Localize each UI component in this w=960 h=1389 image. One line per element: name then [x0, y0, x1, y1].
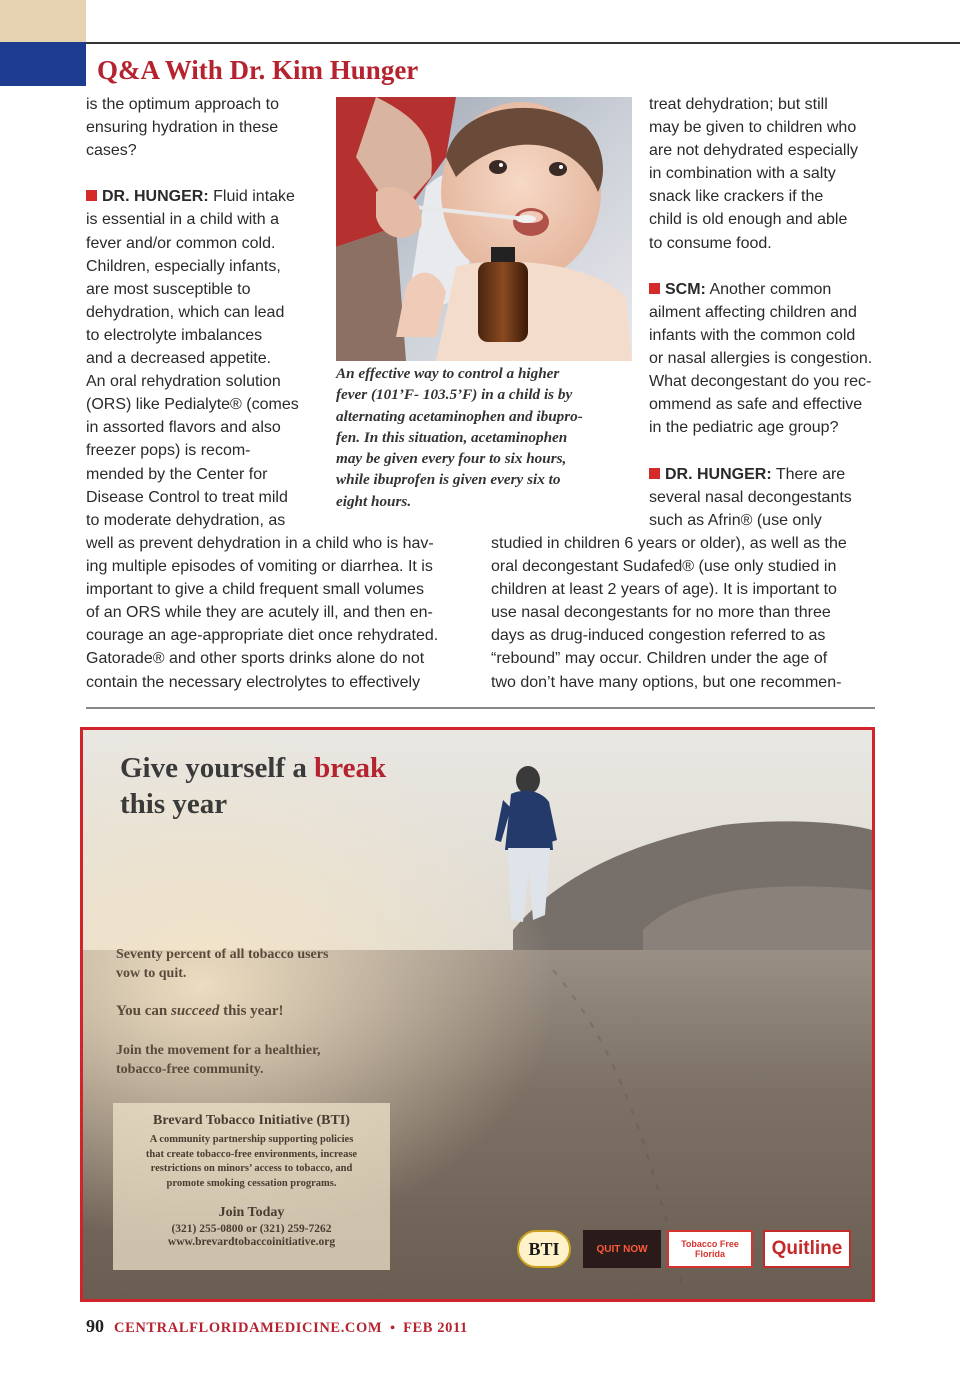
- footer-site: CENTRALFLORIDAMEDICINE.COM: [114, 1320, 383, 1336]
- bti-logo-icon: BTI: [517, 1230, 571, 1268]
- article-line: important to give a child frequent small volumes: [86, 581, 424, 599]
- article-line: to consume food.: [649, 234, 772, 252]
- article-line: in combination with a salty: [649, 165, 836, 183]
- caption-line: may be given every four to six hours,: [336, 450, 567, 468]
- article-line: DR. HUNGER: There are: [649, 463, 872, 486]
- article-line: studied in children 6 years or older), as well as the: [491, 535, 847, 552]
- page-number: 90: [86, 1316, 104, 1336]
- speaker-label: SCM:: [665, 280, 706, 298]
- ad-body-join-movement: [116, 1041, 321, 1079]
- caption-line: fen. In this situation, acetaminophen: [336, 428, 568, 446]
- article-line: children at least 2 years of age). It is important to: [491, 581, 837, 599]
- article-line: mended by the Center for: [86, 465, 268, 483]
- article-line: several nasal decongestants: [649, 488, 852, 506]
- page-footer: [86, 1316, 468, 1337]
- ad-text-line: vow to quit.: [116, 966, 187, 981]
- header-rule: [86, 42, 960, 44]
- article-line: (ORS) like Pedialyte® (comes: [86, 396, 299, 414]
- caption-line: while ibuprofen is given every six to: [336, 471, 561, 489]
- speaker-marker-icon: [649, 468, 660, 479]
- article-line: ailment affecting children and: [649, 303, 857, 321]
- article-line: treat dehydration; but still: [649, 96, 828, 113]
- article-line: in assorted flavors and also: [86, 419, 281, 437]
- caption-line: eight hours.: [336, 492, 412, 510]
- article-line: contain the necessary electrolytes to effectively: [86, 673, 421, 691]
- speaker-label: DR. HUNGER:: [102, 188, 209, 206]
- caption-line: An effective way to control a higher: [336, 365, 560, 382]
- article-line: are most susceptible to: [86, 280, 251, 298]
- article-line: Gatorade® and other sports drinks alone do not: [86, 650, 425, 668]
- article-line: Disease Control to treat mild: [86, 488, 288, 506]
- ad-text-line: restrictions on minors’ access to tobacco, and: [150, 1163, 353, 1174]
- header-corner-blue: [0, 42, 86, 86]
- ad-text-line: promote smoking cessation programs.: [166, 1177, 337, 1189]
- article-line: oral decongestant Sudafed® (use only studied in: [491, 558, 837, 576]
- ad-cta: Join Today: [218, 1205, 285, 1220]
- bti-org-name: Brevard Tobacco Initiative (BTI): [153, 1113, 350, 1128]
- article-line: An oral rehydration solution: [86, 373, 281, 391]
- tobacco-free-florida-logo-icon: Tobacco Free Florida: [667, 1230, 753, 1268]
- article-line: dehydration, which can lead: [86, 303, 285, 321]
- ad-text-line: that create tobacco-free environments, increase: [145, 1148, 358, 1160]
- article-line: Children, especially infants,: [86, 257, 281, 275]
- article-line: two don’t have many options, but one recommen-: [491, 673, 842, 691]
- article-line: of an ORS while they are acutely ill, and then en-: [86, 604, 433, 622]
- article-line: [649, 255, 872, 278]
- ad-body-succeed: You can succeed this year!: [116, 1003, 284, 1019]
- header-corner-tan: [0, 0, 86, 42]
- speaker-label: DR. HUNGER:: [665, 465, 772, 483]
- article-line: to electrolyte imbalances: [86, 326, 263, 344]
- ad-text-line: Seventy percent of all tobacco users: [116, 947, 329, 962]
- article-line: to moderate dehydration, as: [86, 511, 286, 529]
- article-line: use nasal decongestants for no more than three: [491, 604, 831, 622]
- tobacco-initiative-ad: [80, 727, 875, 1302]
- article-line: ommend as safe and effective: [649, 396, 863, 414]
- article-line: or nasal allergies is congestion.: [649, 350, 873, 368]
- article-line: in the pediatric age group?: [649, 419, 839, 437]
- article-line: DR. HUNGER: Fluid intake: [86, 185, 299, 208]
- article-line: and a decreased appetite.: [86, 350, 272, 368]
- article-line: SCM: Another common: [649, 278, 872, 301]
- child-medicine-photo: [336, 97, 632, 361]
- article-line: child is old enough and able: [649, 211, 848, 229]
- article-line: freezer pops) is recom-: [86, 442, 251, 460]
- article-line: days as drug-induced congestion referred to as: [491, 627, 826, 645]
- article-line: such as Afrin® (use only: [649, 511, 822, 529]
- quit-now-logo-icon: QUIT NOW: [583, 1230, 661, 1268]
- section-title: Q&A With Dr. Kim Hunger: [97, 55, 419, 85]
- article-line: is essential in a child with a: [86, 211, 279, 229]
- photo-caption: [336, 363, 583, 512]
- speaker-marker-icon: [649, 283, 660, 294]
- ad-headline-line2: this year: [120, 788, 228, 820]
- caption-line: alternating acetaminophen and ibupro-: [336, 407, 583, 425]
- article-line: ing multiple episodes of vomiting or diarrhea. It is: [86, 558, 433, 576]
- ad-headline-accent: break: [314, 752, 387, 784]
- article-line: [649, 439, 872, 462]
- ad-headline: Give yourself a break this year: [120, 752, 387, 820]
- article-lower-left: [86, 532, 438, 694]
- footer-date: FEB 2011: [403, 1320, 468, 1336]
- ad-text-line: tobacco-free community.: [116, 1062, 264, 1077]
- article-line: snack like crackers if the: [649, 188, 824, 206]
- article-line: fever and/or common cold.: [86, 234, 276, 252]
- article-lower-right: [491, 532, 847, 694]
- quitline-logo-icon: Quitline: [763, 1230, 851, 1268]
- ad-text-line: Join the movement for a healthier,: [116, 1043, 321, 1058]
- speaker-marker-icon: [86, 190, 97, 201]
- caption-line: fever (101’F- 103.5’F) in a child is by: [336, 386, 573, 404]
- ad-phone-numbers: (321) 255-0800 or (321) 259-7262: [171, 1223, 332, 1235]
- article-line: “rebound” may occur. Children under the age of: [491, 650, 828, 668]
- footer-separator: •: [390, 1321, 396, 1336]
- article-line: well as prevent dehydration in a child who is hav-: [86, 535, 434, 552]
- article-line: cases?: [86, 142, 137, 160]
- article-line: [86, 162, 299, 185]
- article-line: What decongestant do you rec-: [649, 373, 872, 391]
- article-line: may be given to children who: [649, 119, 857, 137]
- article-line: courage an age-appropriate diet once rehydrated.: [86, 627, 439, 645]
- ad-website: www.brevardtobaccoinitiative.org: [167, 1236, 336, 1248]
- section-divider: [86, 707, 875, 709]
- ad-text-line: A community partnership supporting policies: [149, 1134, 354, 1145]
- ad-body-stat: [116, 945, 328, 983]
- article-line: is the optimum approach to: [86, 96, 279, 113]
- article-column-left: [86, 93, 299, 532]
- bti-org-description: [113, 1133, 390, 1191]
- bti-info-box: [113, 1103, 390, 1270]
- article-line: are not dehydrated especially: [649, 142, 859, 160]
- article-line: infants with the common cold: [649, 326, 856, 344]
- article-line: ensuring hydration in these: [86, 119, 279, 137]
- article-column-right: [649, 93, 872, 532]
